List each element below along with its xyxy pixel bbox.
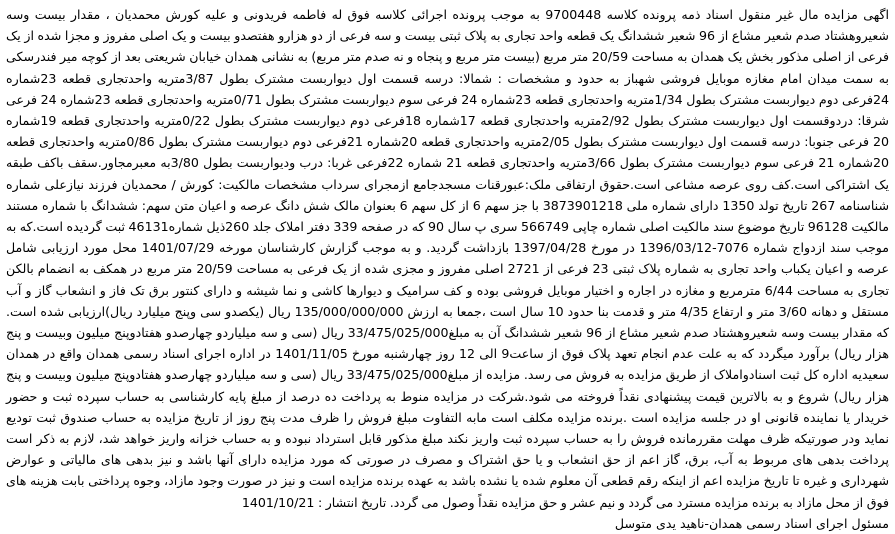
notice-signature-text: مسئول اجرای اسناد رسمی همدان-ناهید یدی متوسل (614, 515, 889, 531)
auction-notice-body: اگهی مزایده مال غیر منقول اسناد ذمه پرونده کلاسه 9700448 به موجب پرونده اجرائی کلاسه فوق له فاطمه فریدونی و علیه کورش محمدیان ، مقدار بیست وسه شعیروهشتاد صدم شعیر مشاع از 96 شعیر ششدانگ یک قطعه واحد تجاری به پلاک ثبتی بیست و سه فرعی از دو هزارو هفتصدو بیست و یک اصلی مفروز و مجزا شده از یک فرعی از اصلی مذکور بخش یک همدان به مساحت 20/59 متر مربع (بیست متر مربع و پنجاه و نه صدم متر مربع) به نشانی همدان خیابان شریعتی بعد از کوچه میر فندرسکی به سمت میدان امام مغازه موبایل فروشی شهباز به حدود و مشخصات : شمالا: درسه قسمت اول دیواربست مشترک بطول 3/87متریه واحدتجاری قطعه 23شماره 24فرعی دوم دیواربست مشترک بطول 1/34متریه واحدتجاری قطعه 23شماره 24 فرعی سوم دیواربست مشترک بطول 0/71متریه واحدتجاری قطعه 23شماره 24 فرعی شرقا: دردوقسمت اول دیواربست مشترک بطول 2/92متریه واحدتجاری قطعه 17شماره 18فرعی دوم دیواربست مشترک بطول 0/22متریه واحدتجاری قطعه 19شماره 20 فرعی جنوبا: درسه قسمت اول دیواربست مشترک بطول 2/05متریه واحدتجاری قطعه 20شماره 21فرعی دوم دیواربست مشترک بطول 0/86متریه واحدتجاری قطعه 20شماره 21 فرعی سوم دیواربست مشترک بطول 3/66متریه واحدتجاری قطعه 21 شماره 22فرعی غربا: درب ودیواربست بطول 3/80به معبرمجاور.سقف باکف طبقه یک اشتراکی است.کف روی عرصه مشاعی است.حقوق ارتفاقی ملک:عبورقنات مسجدجامع ازمجرای سرداب مشخصات مالکیت: کورش / محمدیان فرزند نیازعلی شماره شناسنامه 267 تاریخ تولد 1350 دارای شماره ملی 3873901218 با جز سهم 6 از کل سهم 6 بعنوان مالک شش دانگ عرصه و اعیان متن سهم: ششدانگ با شماره مستند مالکیت 96128 تاریخ موضوع سند مالکیت اصلی شماره چاپی 566749 سری پ سال 90 که در صفحه 339 دفتر املاک جلد 260ذیل شماره46131 ثبت گردیده است.که به موجب سند ازدواج شماره 7076-1396/03/12 در مورخ 1397/04/28 بازداشت گردید. و به موجب گزارش کارشناسان مورخه 1401/07/29 محل مورد ارزیابی شامل عرصه و اعیان یکباب واحد تجاری به شماره پلاک ثبتی 23 فرعی از 2721 اصلی مفروز و مجزی شده از یک فرعی به مساحت 20/59 متر مربع در همکف به انضمام بالکن تجاری به مساحت 6/44 مترمربع و مغازه در اجاره و اختیار موبایل فروشی بوده و کف سرامیک و دیوارها کاشی و نما شیشه و دارای کنتور برق تک فاز و انشعاب گاز و آب مستقل و دهانه 3/60 متر و ارتفاع 4/35 متر و قدمت بنا حدود 10 سال است ،جمعا به ارزش 135/000/000/000 ریال (یکصدو سی وپنج میلیارد ریال)ارزیابی شده است. که مقدار بیست وسه شعیروهشتاد صدم شعیر مشاع از 96 شعیر ششدانگ آن به مبلغ33/475/025/000 ریال (سی و سه میلیاردو چهارصدو هفتادوپنج میلیون وبیست و پنج هزار ریال) برآورد میگردد که به علت عدم انجام تعهد پلاک فوق از ساعت9 الی 12 روز چهارشنبه مورخ 1401/11/05 در اداره اجرای اسناد رسمی همدان واقع در همدان سعیدیه اداره کل ثبت اسنادواملاک از طریق مزایده به فروش می رسد. مزایده از مبلغ33/475/025/000 ریال (سی و سه میلیاردو چهارصدو هفتادوپنج میلیون وبیست و پنج هزار ریال) شروع و به بالاترین قیمت پیشنهادی نقداً فروخته می شود.شرکت در مزایده منوط به پرداخت ده درصد از مبلغ پایه کارشناسی به حساب سپرده ثبت و حضور خریدار یا نماینده قانونی او در جلسه مزایده است .برنده مزایده مکلف است مابه التفاوت مبلغ فروش را ظرف مدت پنج روز از تاریخ مزایده به حساب صندوق ثبت تودیع نماید ودر صورتیکه ظرف مهلت مقررمانده فروش را به حساب سپرده ثبت واریز نکند مبلغ مذکور قابل استرداد نبوده و به حساب خزانه واریز خواهد شد، لازم به ذکر است پرداخت بدهی های مربوط به آب، برق، گاز اعم از حق انشعاب و یا حق اشتراک و مصرف در صورتی که مورد مزایده دارای آنها باشد و نیز بدهی های مالیاتی و عوارض شهرداری و غیره تا تاریخ مزایده اعم از اینکه رقم قطعی آن معلوم شده یا نشده باشد به عهده برنده مزایده است و نیز در صورت وجود مازاد، وجوه پرداختی بابت هزینه های فوق از محل مازاد به برنده مزایده مسترد می گردد و نیم عشر و حق مزایده نقداً وصول می گردد. تاریخ انتشار : 1401/10/21 (6, 7, 890, 510)
auction-notice-text (6, 4, 889, 513)
notice-signature (6, 513, 889, 534)
